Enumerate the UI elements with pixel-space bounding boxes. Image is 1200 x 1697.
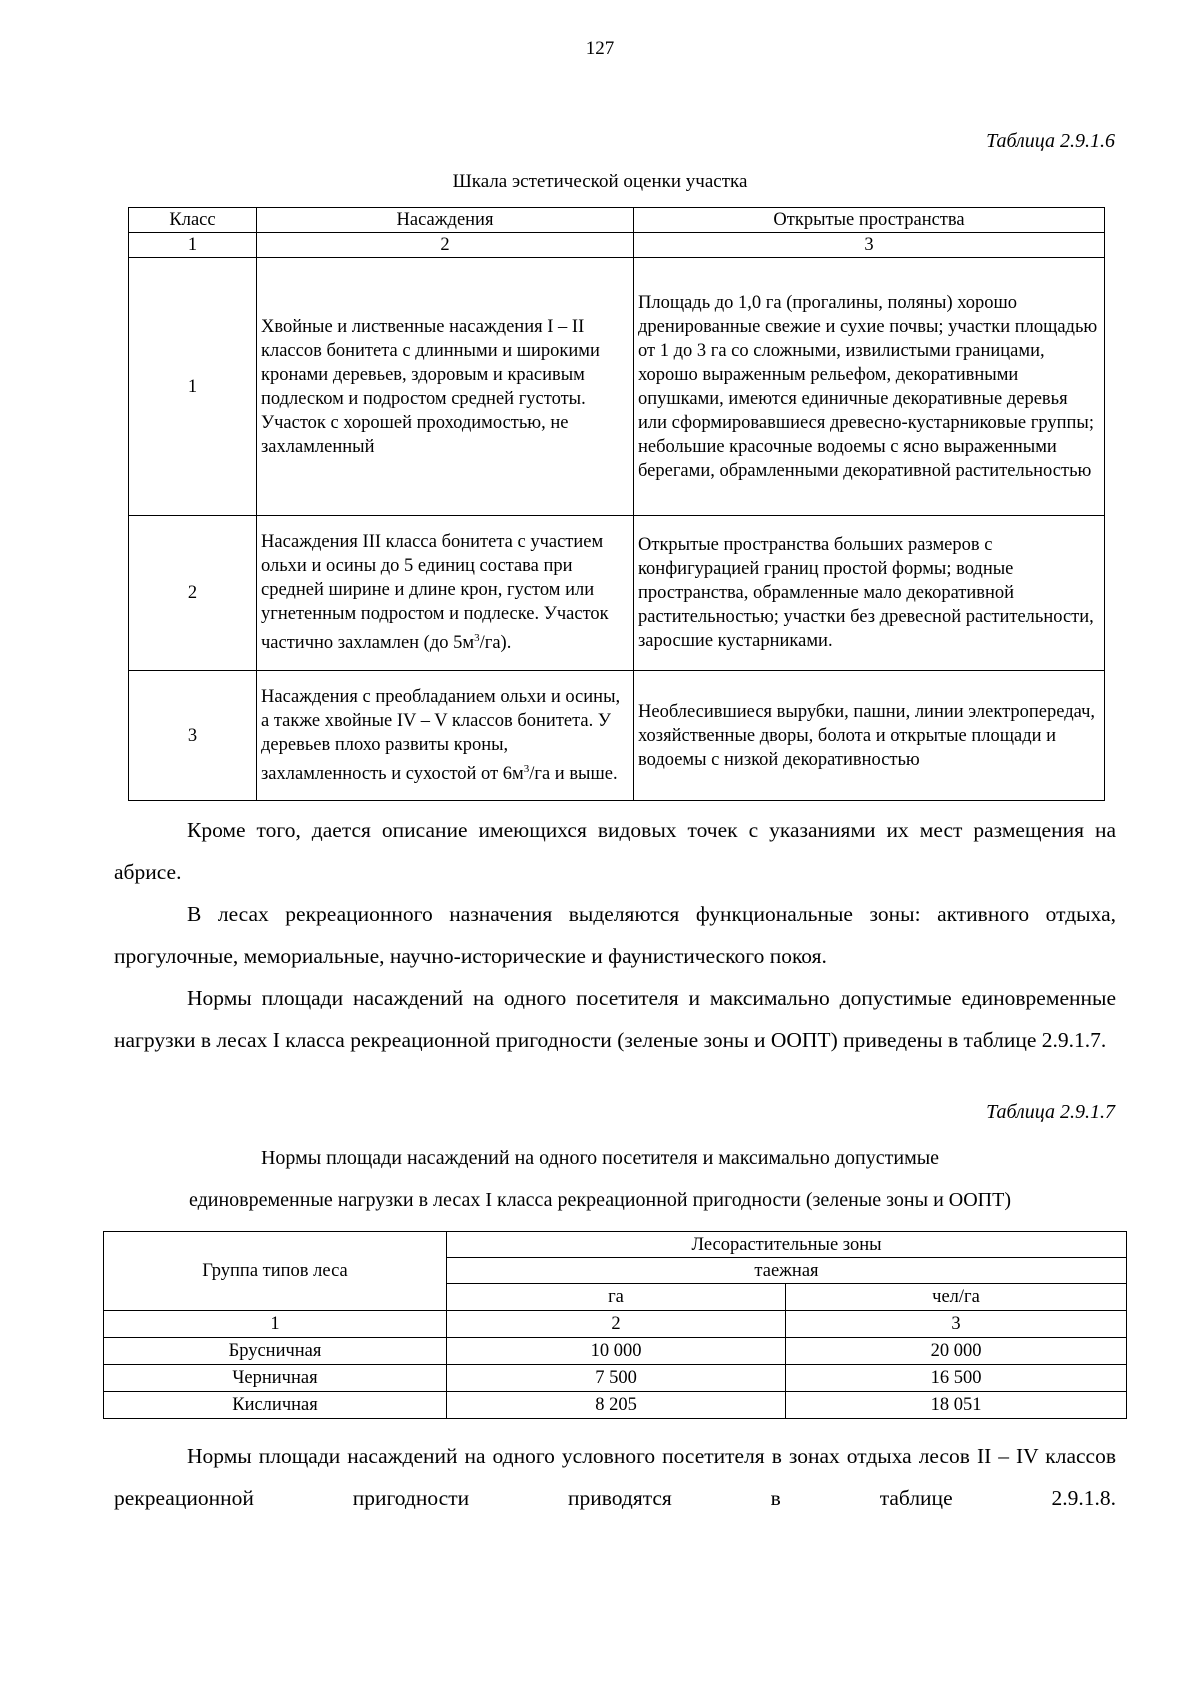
value-people-per-ha: 20 000 (786, 1338, 1127, 1365)
class-value: 2 (129, 516, 257, 671)
column-number: 3 (786, 1311, 1127, 1338)
header-class: Класс (129, 208, 257, 233)
plantings-description (257, 671, 634, 801)
plantings-text: Насаждения III класса бонитета с участием ольхи и осины до 5 единиц состава при средней ширине и длине крон, густом или угнетенным подростом и подлеске. Участок частично захламлен (до 5м (261, 532, 609, 654)
class-value: 1 (129, 258, 257, 516)
aesthetic-scale-table (128, 207, 1105, 801)
column-number: 3 (634, 233, 1105, 258)
plantings-text-tail: /га и выше. (529, 764, 618, 785)
plantings-description: Хвойные и лиственные насаждения I – II классов бонитета с длинными и широкими кронами деревьев, здоровым и красивым подлеском и подростом средней густоты. Участок с хорошей проходимостью, не захламленный (257, 258, 634, 516)
plantings-text-tail: /га). (479, 633, 512, 654)
table-title-line-2: единовременные нагрузки в лесах I класса рекреационной пригодности (зеленые зоны и ООПТ) (188, 1189, 1011, 1211)
column-number-row (129, 233, 1105, 258)
superscript: 3 (523, 762, 530, 775)
value-ha: 8 205 (447, 1392, 786, 1419)
value-people-per-ha: 16 500 (786, 1365, 1127, 1392)
forest-type: Кисличная (104, 1392, 447, 1419)
paragraph-functional-zones: В лесах рекреационного назначения выделяются функциональные зоны: активного отдыха, прогулочные, мемориальные, научно-исторические и фаунистического покоя. (114, 902, 1116, 968)
value-ha: 10 000 (447, 1338, 786, 1365)
header-taiga: таежная (447, 1258, 1127, 1284)
column-number: 1 (129, 233, 257, 258)
plantings-description (257, 516, 634, 671)
paragraph-viewpoints: Кроме того, дается описание имеющихся видовых точек с указаниями их мест размещения на абрисе. (114, 818, 1116, 884)
table-header-row (104, 1232, 1127, 1258)
forest-type: Брусничная (104, 1338, 447, 1365)
open-space-description: Открытые пространства больших размеров с конфигурацией границ простой формы; водные пространства, обрамленные мало декоративной растительностью; участки без древесной растительности, заросшие кустарниками. (634, 516, 1105, 671)
visitor-norms-table (103, 1231, 1127, 1419)
paragraph-final: Нормы площади насаждений на одного условного посетителя в зонах отдыха лесов II – IV классов рекреационной пригодности приводятся в таблице 2.9.1.8. (114, 1444, 1116, 1510)
table-title-line-1: Нормы площади насаждений на одного посетителя и максимально допустимые (260, 1147, 940, 1169)
table-row (104, 1392, 1127, 1419)
table-row (104, 1338, 1127, 1365)
table-caption-2917: Таблица 2.9.1.7 (986, 1101, 1115, 1123)
header-unit-ha: га (447, 1284, 786, 1311)
table-title-aesthetic-scale: Шкала эстетической оценки участка (452, 171, 748, 192)
header-forest-zones: Лесорастительные зоны (447, 1232, 1127, 1258)
table-row (129, 258, 1105, 516)
superscript: 3 (474, 632, 480, 645)
open-space-description: Площадь до 1,0 га (прогалины, поляны) хорошо дренированные свежие и сухие почвы; участки площадью от 1 до 3 га со сложными, извилистыми границами, хорошо выраженным рельефом, декоративными опушками, имеются единичные декоративные деревья или сформировавшиеся древесно-кустарниковые группы; небольшие красочные водоемы с ясно выраженными берегами, обрамленными декоративной растительностью (634, 258, 1105, 516)
open-space-description: Необлесившиеся вырубки, пашни, линии электропередач, хозяйственные дворы, болота и открытые площади и водоемы с низкой декоративностью (634, 671, 1105, 801)
header-forest-type-group: Группа типов леса (104, 1232, 447, 1311)
class-value: 3 (129, 671, 257, 801)
column-number: 2 (257, 233, 634, 258)
column-number: 1 (104, 1311, 447, 1338)
table-row (129, 671, 1105, 801)
header-open-spaces: Открытые пространства (634, 208, 1105, 233)
table-row (129, 516, 1105, 671)
table-header-row (129, 208, 1105, 233)
paragraph-norms-intro: Нормы площади насаждений на одного посетителя и максимально допустимые единовременные нагрузки в лесах I класса рекреационной пригодности (зеленые зоны и ООПТ) приведены в таблице 2.9.1.7. (114, 986, 1116, 1052)
header-unit-people-per-ha: чел/га (786, 1284, 1127, 1311)
table-row (104, 1365, 1127, 1392)
value-people-per-ha: 18 051 (786, 1392, 1127, 1419)
forest-type: Черничная (104, 1365, 447, 1392)
plantings-text: Насаждения с преобладанием ольхи и осины, а также хвойные IV – V классов бонитета. У деревьев плохо развиты кроны, захламленность и сухостой от 6м (261, 686, 621, 785)
column-number-row (104, 1311, 1127, 1338)
column-number: 2 (447, 1311, 786, 1338)
page-number: 127 (585, 38, 615, 59)
header-plantings: Насаждения (257, 208, 634, 233)
value-ha: 7 500 (447, 1365, 786, 1392)
table-caption-2916: Таблица 2.9.1.6 (986, 130, 1115, 152)
